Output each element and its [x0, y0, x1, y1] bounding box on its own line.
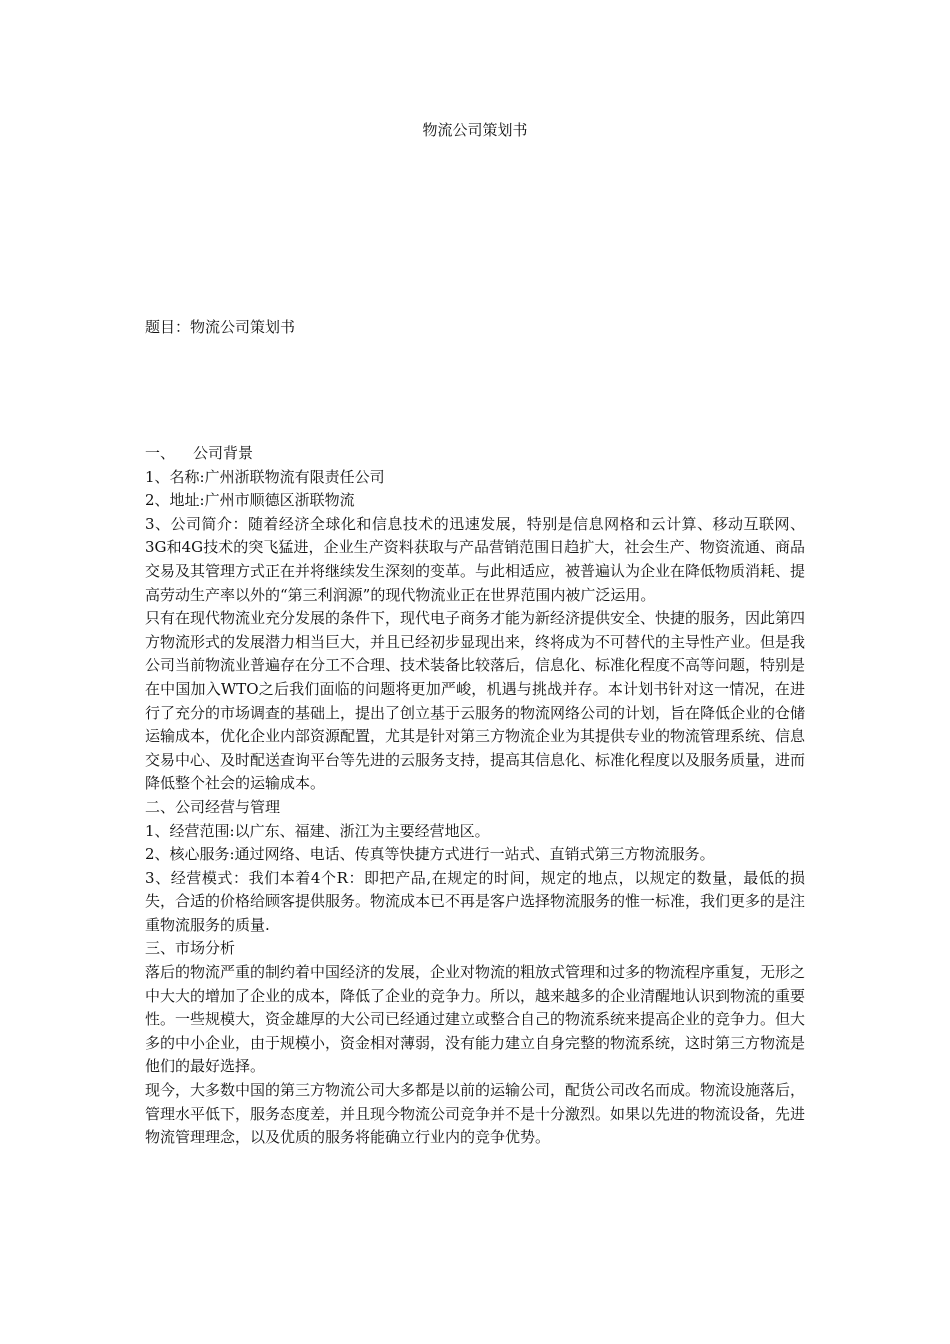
document-body: [145, 442, 805, 1150]
document-title: 物流公司策划书: [422, 121, 528, 139]
section3-heading: 三、市场分析: [145, 939, 236, 958]
company-intro: 3、公司简介：随着经济全球化和信息技术的迅速发展，特别是信息网格和云计算、移动互联网、3G和4G技术的突飞猛进，企业生产资料获取与产品营销范围日趋扩大，社会生产、物资流通、商品交易及其管理方式正在并将继续发生深刻的变革。与此相适应，被普遍认为企业在降低物质消耗、提高劳动生产率以外的“第三利润源”的现代物流业正在世界范围内被广泛运用。: [145, 514, 806, 604]
background-paragraph: 只有在现代物流业充分发展的条件下，现代电子商务才能为新经济提供安全、快捷的服务，因此第四方物流形式的发展潜力相当巨大，并且已经初步显现出来，终将成为不可替代的主导性产业。但是我公司当前物流业普遍存在分工不合理、技术装备比较落后，信息化、标准化程度不高等问题，特别是在中国加入WTO之后我们面临的问题将更加严峻，机遇与挑战并存。本计划书针对这一情况，在进行了充分的市场调查的基础上，提出了创立基于云服务的物流网络公司的计划，旨在降低企业的仓储运输成本，优化企业内部资源配置，尤其是针对第三方物流企业为其提供专业的物流管理系统、信息交易中心、及时配送查询平台等先进的云服务支持，提高其信息化、标准化程度以及服务质量，进而降低整个社会的运输成本。: [145, 609, 806, 793]
company-name: 1、名称:广州浙联物流有限责任公司: [145, 467, 385, 486]
document-subject: 题目：物流公司策划书: [145, 318, 296, 336]
market-paragraph-2: 现今，大多数中国的第三方物流公司大多都是以前的运输公司，配货公司改名而成。物流设施落后，管理水平低下，服务态度差，并且现今物流公司竞争并不是十分激烈。如果以先进的物流设备，先进物流管理理念，以及优质的服务将能确立行业内的竞争优势。: [145, 1081, 806, 1147]
section2-heading: 二、公司经营与管理: [145, 797, 281, 816]
market-paragraph-1: 落后的物流严重的制约着中国经济的发展，企业对物流的粗放式管理和过多的物流程序重复，无形之中大大的增加了企业的成本，降低了企业的竞争力。所以，越来越多的企业清醒地认识到物流的重要性。一些规模大，资金雄厚的大公司已经通过建立或整合自己的物流系统来提高企业的竞争力。但大多的中小企业，由于规模小，资金相对薄弱，没有能力建立自身完整的物流系统，这时第三方物流是他们的最好选择。: [145, 963, 806, 1076]
company-address: 2、地址:广州市顺德区浙联物流: [145, 491, 355, 510]
core-service: 2、核心服务:通过网络、电话、传真等快捷方式进行一站式、直销式第三方物流服务。: [145, 845, 715, 864]
section1-heading: [145, 442, 805, 466]
section1-number: 一、: [145, 444, 176, 462]
business-scope: 1、经营范围:以广东、福建、浙江为主要经营地区。: [145, 821, 490, 840]
section1-heading-text: 公司背景: [193, 444, 254, 462]
business-mode: 3、经营模式：我们本着4个R：即把产品,在规定的时间，规定的地点，以规定的数量，最低的损失，合适的价格给顾客提供服务。物流成本已不再是客户选择物流服务的惟一标准，我们更多的是注重物流服务的质量.: [145, 868, 806, 934]
